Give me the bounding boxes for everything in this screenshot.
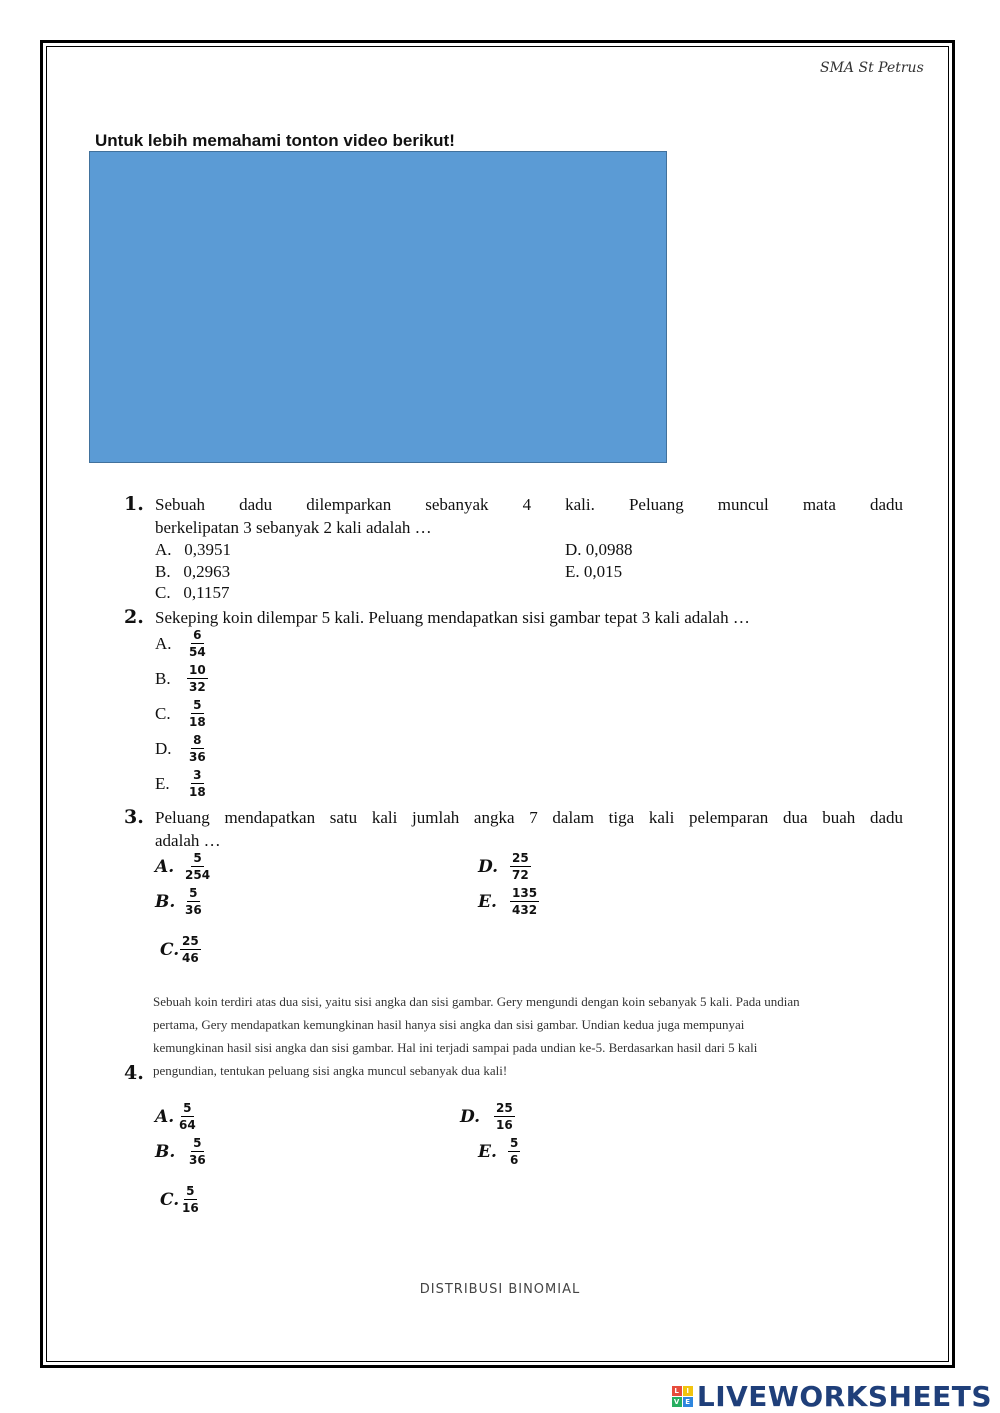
- logo-cell: I: [683, 1386, 693, 1396]
- option-letter: D.: [478, 856, 499, 877]
- numerator: 25: [182, 934, 199, 948]
- fraction: [508, 1136, 520, 1167]
- question-4-text-line2: pertama, Gery mendapatkan kemungkinan hasil hanya sisi angka dan sisi gambar. Undian kedua juga mempunyai: [153, 1017, 745, 1032]
- logo-cell: E: [683, 1397, 693, 1407]
- option-letter: C.: [160, 1189, 180, 1210]
- numerator: 25: [512, 851, 529, 865]
- option-letter: E.: [478, 891, 497, 912]
- option-letter: B.: [155, 891, 176, 912]
- fraction: [187, 628, 208, 659]
- option-letter: D.: [460, 1106, 481, 1127]
- brand-logo-icon: [672, 1386, 693, 1407]
- numerator: 5: [193, 851, 202, 865]
- question-3-option-a[interactable]: [155, 851, 212, 882]
- question-3-option-c[interactable]: [160, 934, 201, 965]
- fraction: [187, 768, 208, 799]
- question-3-number: 3.: [124, 806, 144, 828]
- option-letter: A.: [155, 1106, 175, 1127]
- question-2-option-a[interactable]: [155, 628, 208, 659]
- option-letter: C.: [155, 703, 171, 723]
- question-1-option-e[interactable]: E. 0,015: [565, 562, 623, 581]
- fraction: [187, 698, 208, 729]
- numerator: 25: [496, 1101, 513, 1115]
- question-2-option-d[interactable]: [155, 733, 208, 764]
- numerator: 5: [189, 886, 198, 900]
- numerator: 10: [189, 663, 206, 677]
- numerator: 3: [193, 768, 202, 782]
- question-1-text-line1: Sebuah dadu dilemparkan sebanyak 4 kali. Peluang muncul mata dadu: [155, 495, 903, 514]
- video-embed[interactable]: [89, 151, 667, 463]
- question-3-option-d[interactable]: [478, 851, 531, 882]
- fraction: [183, 886, 204, 917]
- fraction: [510, 886, 539, 917]
- question-2-text: Sekeping koin dilempar 5 kali. Peluang mendapatkan sisi gambar tepat 3 kali adalah …: [155, 608, 750, 627]
- question-4-option-e[interactable]: [478, 1136, 520, 1167]
- denominator: 36: [189, 1153, 206, 1167]
- fraction: [187, 733, 208, 764]
- question-4-text: [153, 990, 843, 1082]
- numerator: 5: [186, 1184, 195, 1198]
- fraction: [187, 1136, 208, 1167]
- option-letter: B.: [155, 1141, 176, 1162]
- fraction: [494, 1101, 515, 1132]
- option-letter: A.: [155, 856, 175, 877]
- option-letter: D.: [155, 738, 172, 758]
- numerator: 5: [193, 1136, 202, 1150]
- numerator: 8: [193, 733, 202, 747]
- school-name: SMA St Petrus: [820, 60, 924, 76]
- logo-cell: L: [672, 1386, 682, 1396]
- option-letter: E.: [155, 773, 170, 793]
- video-heading: Untuk lebih memahami tonton video berikut!: [95, 131, 455, 150]
- liveworksheets-brand[interactable]: [672, 1380, 992, 1413]
- denominator: 36: [185, 903, 202, 917]
- denominator: 54: [189, 645, 206, 659]
- denominator: 36: [189, 750, 206, 764]
- question-4-text-line1: Sebuah koin terdiri atas dua sisi, yaitu sisi angka dan sisi gambar. Gery mengundi dengan koin sebanyak 5 kali. Pada undian: [153, 994, 800, 1009]
- question-4-option-b[interactable]: [155, 1136, 208, 1167]
- fraction: [183, 851, 212, 882]
- question-1-option-b[interactable]: B. 0,2963: [155, 562, 231, 581]
- option-letter: A.: [155, 633, 172, 653]
- question-4-text-line3: kemungkinan hasil sisi angka dan sisi gambar. Hal ini terjadi sampai pada undian ke-5. Berdasarkan hasil dari 5 kali: [153, 1040, 758, 1055]
- denominator: 46: [182, 951, 199, 965]
- denominator: 16: [182, 1201, 199, 1215]
- fraction: [187, 663, 208, 694]
- question-1-number: 1.: [124, 493, 144, 515]
- question-2-option-e[interactable]: [155, 768, 208, 799]
- denominator: 18: [189, 715, 206, 729]
- denominator: 18: [189, 785, 206, 799]
- denominator: 16: [496, 1118, 513, 1132]
- question-1-option-c[interactable]: C. 0,1157: [155, 583, 230, 602]
- fraction: [180, 1184, 201, 1215]
- numerator: 5: [183, 1101, 192, 1115]
- option-letter: C.: [160, 939, 180, 960]
- question-3-option-b[interactable]: [155, 886, 204, 917]
- question-4-option-c[interactable]: [160, 1184, 201, 1215]
- question-4-text-line4: pengundian, tentukan peluang sisi angka muncul sebanyak dua kali!: [153, 1063, 508, 1078]
- question-3-option-e[interactable]: [478, 886, 539, 917]
- question-4-number: 4.: [124, 1062, 144, 1084]
- fraction: [177, 1101, 198, 1132]
- option-letter: E.: [478, 1141, 497, 1162]
- footer-title: DISTRIBUSI BINOMIAL: [419, 1282, 581, 1297]
- fraction: [510, 851, 531, 882]
- denominator: 64: [179, 1118, 196, 1132]
- question-4-option-a[interactable]: [155, 1101, 198, 1132]
- question-1-text-line2: berkelipatan 3 sebanyak 2 kali adalah …: [155, 518, 432, 537]
- denominator: 6: [510, 1153, 519, 1167]
- denominator: 72: [512, 868, 529, 882]
- numerator: 5: [510, 1136, 519, 1150]
- question-2-option-b[interactable]: [155, 663, 208, 694]
- denominator: 254: [185, 868, 211, 882]
- option-letter: B.: [155, 668, 171, 688]
- brand-name: LIVEWORKSHEETS: [696, 1380, 992, 1413]
- question-2-option-c[interactable]: [155, 698, 208, 729]
- numerator: 5: [193, 698, 202, 712]
- numerator: 6: [193, 628, 202, 642]
- fraction: [180, 934, 201, 965]
- denominator: 32: [189, 680, 206, 694]
- numerator: 135: [512, 886, 538, 900]
- question-1-option-d[interactable]: D. 0,0988: [565, 540, 633, 559]
- question-3-text-line2: adalah …: [155, 831, 221, 850]
- question-2-number: 2.: [124, 606, 144, 628]
- question-1-option-a[interactable]: A. 0,3951: [155, 540, 232, 559]
- question-3-text-line1: Peluang mendapatkan satu kali jumlah angka 7 dalam tiga kali pelemparan dua buah dadu: [155, 808, 903, 827]
- question-4-option-d[interactable]: [460, 1101, 515, 1132]
- logo-cell: V: [672, 1397, 682, 1407]
- denominator: 432: [512, 903, 538, 917]
